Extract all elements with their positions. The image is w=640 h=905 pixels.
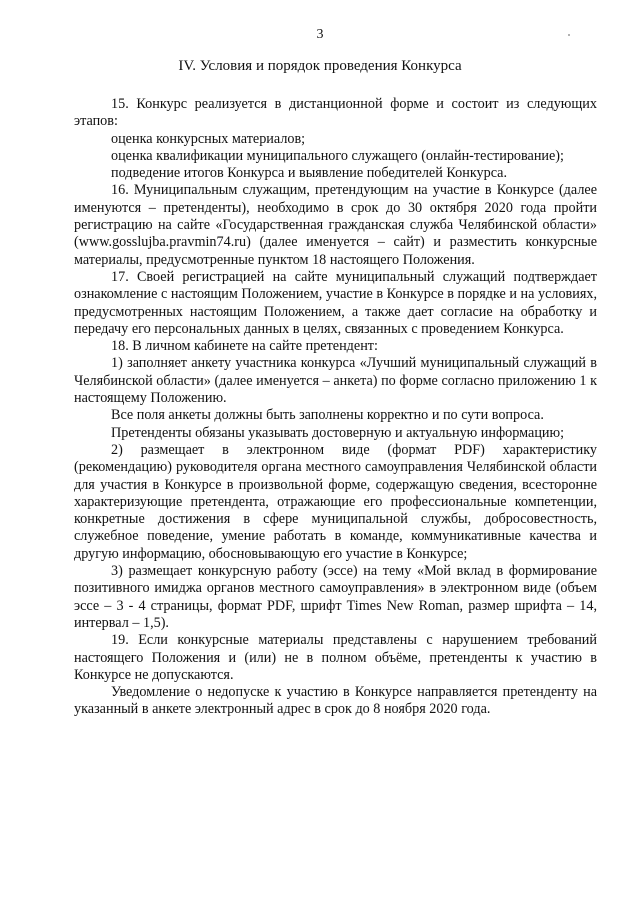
paragraph-stage-1: оценка конкурсных материалов;: [111, 130, 306, 147]
paragraph-19-notice: Уведомление о недопуске к участию в Конкурсе направляется претенденту на указанный в анкете электронный адрес в срок до 8 ноября 2020 года.: [74, 684, 597, 718]
document-body: [74, 96, 597, 719]
scan-speck: [568, 34, 570, 36]
page-number: 3: [316, 27, 324, 42]
paragraph-stage-3: подведение итогов Конкурса и выявление победителей Конкурса.: [111, 165, 508, 182]
paragraph-18: 18. В личном кабинете на сайте претендент:: [111, 338, 378, 355]
section-title: IV. Условия и порядок проведения Конкурса: [178, 58, 462, 74]
paragraph-17: 17. Своей регистрацией на сайте муниципальный служащий подтверждает ознакомление с настоящим Положением, участие в Конкурсе в порядке и на условиях, предусмотренных настоящим Положением, а также дает согласие на обработку и передачу его персональных данных в целях, связанных с проведением Конкурса.: [74, 268, 597, 337]
paragraph-stage-2: оценка квалификации муниципального служащего (онлайн-тестирование);: [111, 147, 564, 164]
paragraph-15: 15. Конкурс реализуется в дистанционной форме и состоит из следующих этапов:: [74, 96, 597, 130]
paragraph-18-1: 1) заполняет анкету участника конкурса «Лучший муниципальный служащий в Челябинской области» (далее именуется – анкета) по форме согласно приложению 1 к настоящему Положению.: [74, 355, 597, 407]
paragraph-18-1-fields: Все поля анкеты должны быть заполнены корректно и по сути вопроса.: [111, 407, 544, 424]
paragraph-19: 19. Если конкурсные материалы представлены с нарушением требований настоящего Положения и (или) не в полном объёме, претенденты к участию в Конкурсе не допускаются.: [74, 632, 597, 683]
paragraph-18-1-accuracy: Претенденты обязаны указывать достоверную и актуальную информацию;: [111, 424, 565, 441]
paragraph-18-2: 2) размещает в электронном виде (формат PDF) характеристику (рекомендацию) руководителя органа местного самоуправления Челябинской области для участия в Конкурсе в произвольной форме, содержащую сведения, всесторонне характеризующие претендента, отражающие его профессиональные компетенции, конкретные достижения в сфере муниципальной службы, добросовестность, служебное поведение, умение работать в команде, коммуникативные качества и другую информацию, обосновывающую его участие в Конкурсе;: [74, 441, 597, 562]
paragraph-18-3: 3) размещает конкурсную работу (эссе) на тему «Мой вклад в формирование позитивного имиджа органов местного самоуправления» в электронном виде (объем эссе – 3 - 4 страницы, формат PDF, шрифт Times New Roman, размер шрифта – 14, интервал – 1,5).: [74, 563, 597, 631]
paragraph-16: 16. Муниципальным служащим, претендующим на участие в Конкурсе (далее именуются – претенденты), необходимо в срок до 30 октября 2020 года пройти регистрацию на сайте «Государственная гражданская служба Челябинской области» (www.gosslujba.pravmin74.ru) (далее именуется – сайт) и разместить конкурсные материалы, предусмотренные пунктом 18 настоящего Положения.: [74, 182, 597, 268]
